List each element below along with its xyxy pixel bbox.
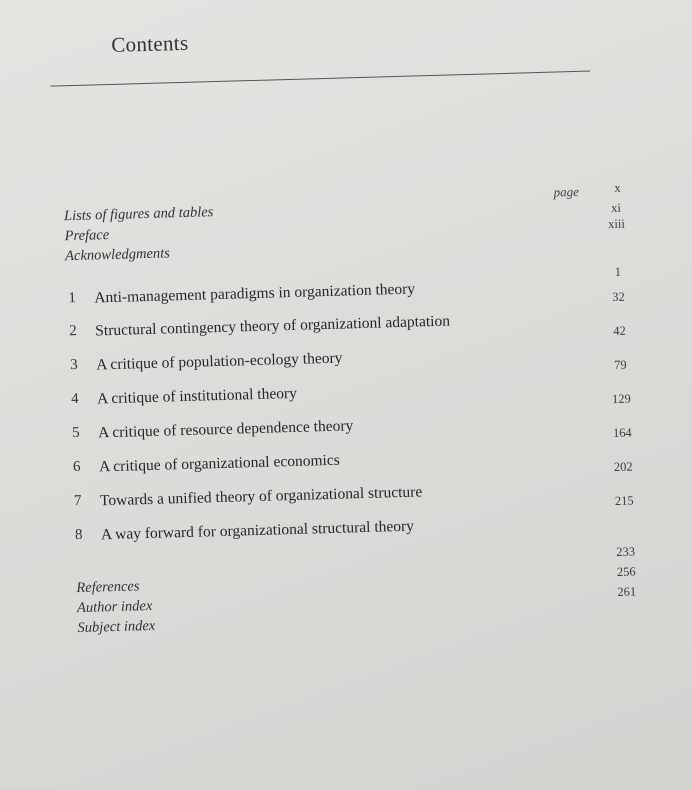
entry-title: Lists of figures and tables — [63, 204, 214, 225]
chapter-title: A critique of organizational economics — [98, 451, 340, 476]
entry-title: Preface — [64, 227, 110, 245]
chapter-title: Towards a unified theory of organizational structure — [99, 483, 423, 510]
chapter-number: 7 — [73, 492, 82, 510]
chapter-number: 1 — [68, 290, 77, 307]
chapter-number: 8 — [74, 526, 83, 544]
chapter-title: A critique of population-ecology theory — [95, 349, 343, 374]
chapter-page: 32 — [612, 289, 625, 305]
entry-page: xiii — [607, 216, 626, 232]
chapter-page: 1 — [614, 264, 622, 279]
chapter-number: 2 — [69, 322, 77, 340]
entry-page: 256 — [616, 564, 636, 579]
entry-page: xi — [610, 200, 622, 216]
heading-rule — [50, 71, 590, 87]
chapter-page: 79 — [613, 357, 627, 372]
chapter-page: 215 — [614, 493, 634, 509]
page-column-label: page — [553, 183, 580, 200]
chapter-title: A critique of resource dependence theory — [97, 417, 354, 442]
entry-title: References — [76, 578, 140, 597]
entry-page: 233 — [616, 544, 636, 560]
entry-title: Author index — [76, 597, 153, 617]
chapter-page: 129 — [611, 391, 631, 407]
chapter-title: A way forward for organizational structural theory — [100, 517, 415, 544]
chapter-number: 4 — [70, 390, 79, 408]
chapter-title: Structural contingency theory of organizationl adaptation — [95, 312, 451, 340]
chapter-title: Anti-management paradigms in organization theory — [94, 280, 416, 307]
entry-page: x — [614, 180, 621, 195]
entry-page: 261 — [617, 584, 637, 599]
entry-title: Subject index — [77, 617, 156, 637]
chapter-number: 6 — [72, 458, 81, 476]
chapter-page: 42 — [613, 323, 626, 339]
chapter-title: A critique of institutional theory — [96, 384, 298, 408]
chapter-number: 3 — [70, 356, 78, 374]
page-title: Contents — [110, 30, 189, 57]
chapter-page: 164 — [612, 425, 632, 441]
chapter-page: 202 — [613, 459, 633, 475]
entry-title: Acknowledgments — [64, 245, 171, 265]
chapter-number: 5 — [71, 424, 80, 442]
